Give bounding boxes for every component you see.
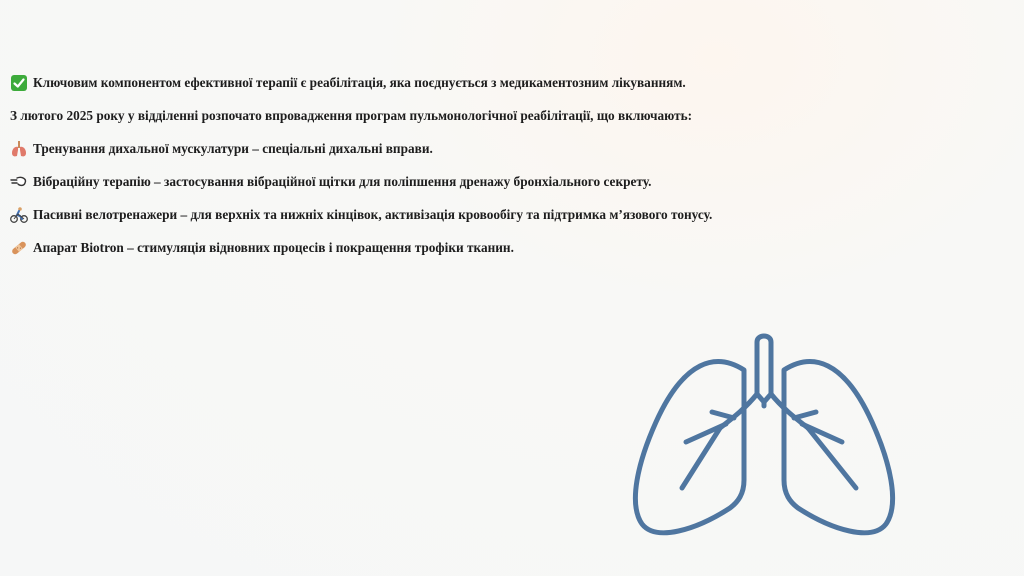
respiratory-training-line <box>10 138 910 160</box>
line-text: Апарат Biotron – стимуляція відновних процесів і покращення трофіки тканин. <box>33 240 514 255</box>
line-text: Пасивні велотренажери – для верхніх та нижніх кінцівок, активізація кровообігу та підтримка м’язового тонусу. <box>33 207 713 222</box>
dash-icon <box>10 173 28 191</box>
slide-text <box>10 72 910 270</box>
line-text: Вібраційну терапію – застосування вібраційної щітки для поліпшення дренажу бронхіального секрету. <box>33 174 652 189</box>
biotron-line <box>10 237 910 259</box>
check-mark-icon <box>10 74 28 92</box>
line-text: Ключовим компонентом ефективної терапії є реабілітація, яка поєднується з медикаментозним лікуванням. <box>33 75 686 90</box>
line-text: З лютого 2025 року у відділенні розпочато впровадження програм пульмонологічної реабілітації, що включають: <box>10 108 693 123</box>
vibration-therapy-line <box>10 171 910 193</box>
line-text: Тренування дихальної мускулатури – спеціальні дихальні вправи. <box>33 141 433 156</box>
cyclist-icon <box>10 206 28 224</box>
lungs-outline-icon <box>626 330 910 542</box>
bandage-icon <box>10 239 28 257</box>
program-intro-line <box>10 105 910 127</box>
passive-bike-line <box>10 204 910 226</box>
lungs-icon <box>10 140 28 158</box>
rehab-key-component-line <box>10 72 910 94</box>
